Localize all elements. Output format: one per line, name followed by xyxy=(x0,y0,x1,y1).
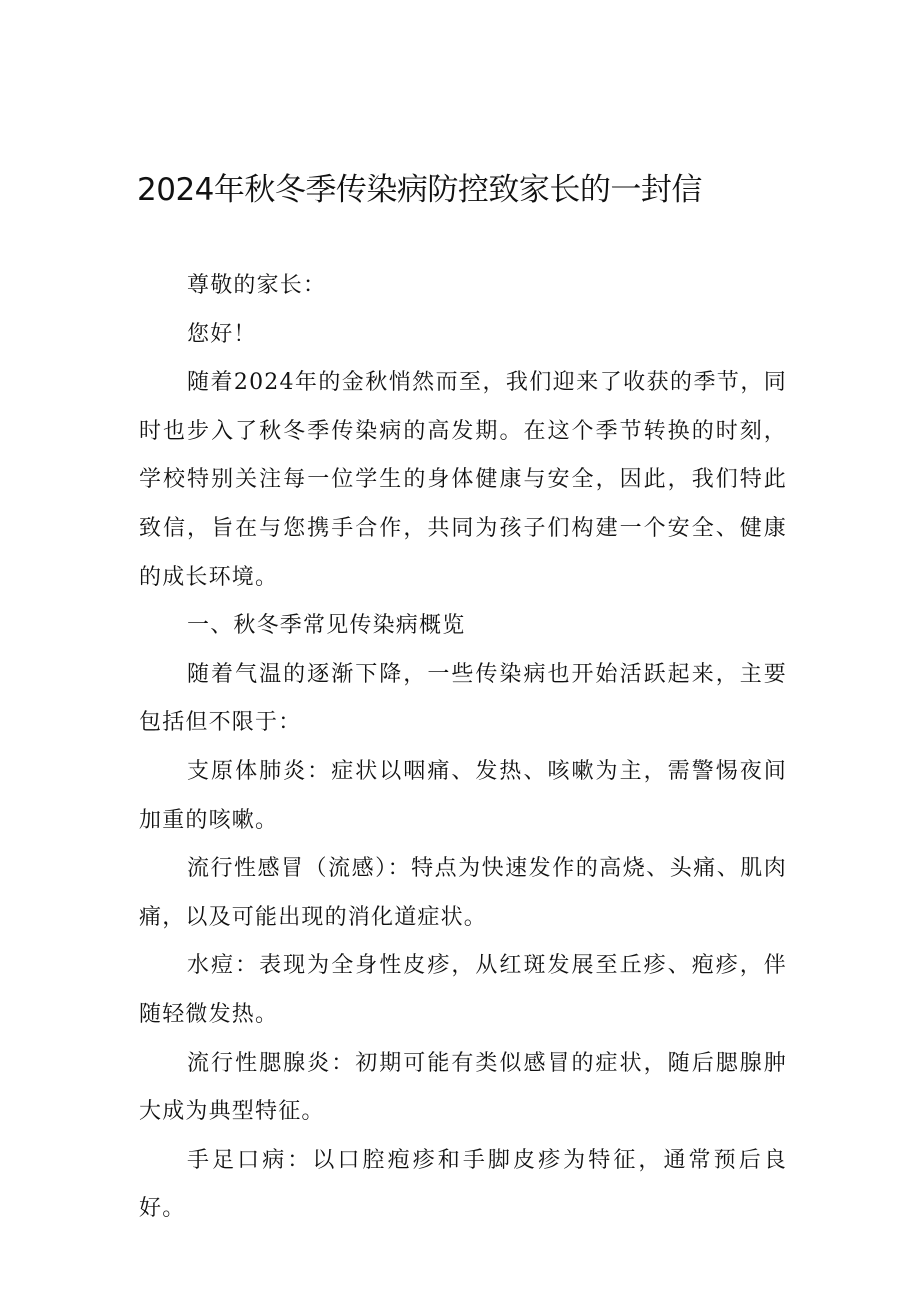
letter-body xyxy=(139,262,787,1234)
intro-paragraph: 随着2024年的金秋悄然而至，我们迎来了收获的季节，同时也步入了秋冬季传染病的高发期。在这个季节转换的时刻，学校特别关注每一位学生的身体健康与安全，因此，我们特此致信，旨在与您携手合作，共同为孩子们构建一个安全、健康的成长环境。 xyxy=(139,370,787,590)
salutation: 尊敬的家长： xyxy=(187,273,327,298)
section-heading: 一、秋冬季常见传染病概览 xyxy=(187,613,466,639)
disease-item-influenza: 流行性感冒（流感）：特点为快速发作的高烧、头痛、肌肉痛，以及可能出现的消化道症状。 xyxy=(139,856,787,930)
greeting: 您好！ xyxy=(187,321,257,347)
disease-item-mycoplasma: 支原体肺炎：症状以咽痛、发热、咳嗽为主，需警惕夜间加重的咳嗽。 xyxy=(139,758,787,833)
page-title: 2024年秋冬季传染病防控致家长的一封信 xyxy=(137,172,702,208)
disease-item-chickenpox: 水痘：表现为全身性皮疹，从红斑发展至丘疹、疱疹，伴随轻微发热。 xyxy=(139,953,787,1027)
disease-item-mumps: 流行性腮腺炎：初期可能有类似感冒的症状，随后腮腺肿大成为典型特征。 xyxy=(139,1050,787,1125)
disease-item-hfmd: 手足口病：以口腔疱疹和手脚皮疹为特征，通常预后良好。 xyxy=(139,1147,787,1222)
section-intro-paragraph: 随着气温的逐渐下降，一些传染病也开始活跃起来，主要包括但不限于： xyxy=(139,661,787,736)
